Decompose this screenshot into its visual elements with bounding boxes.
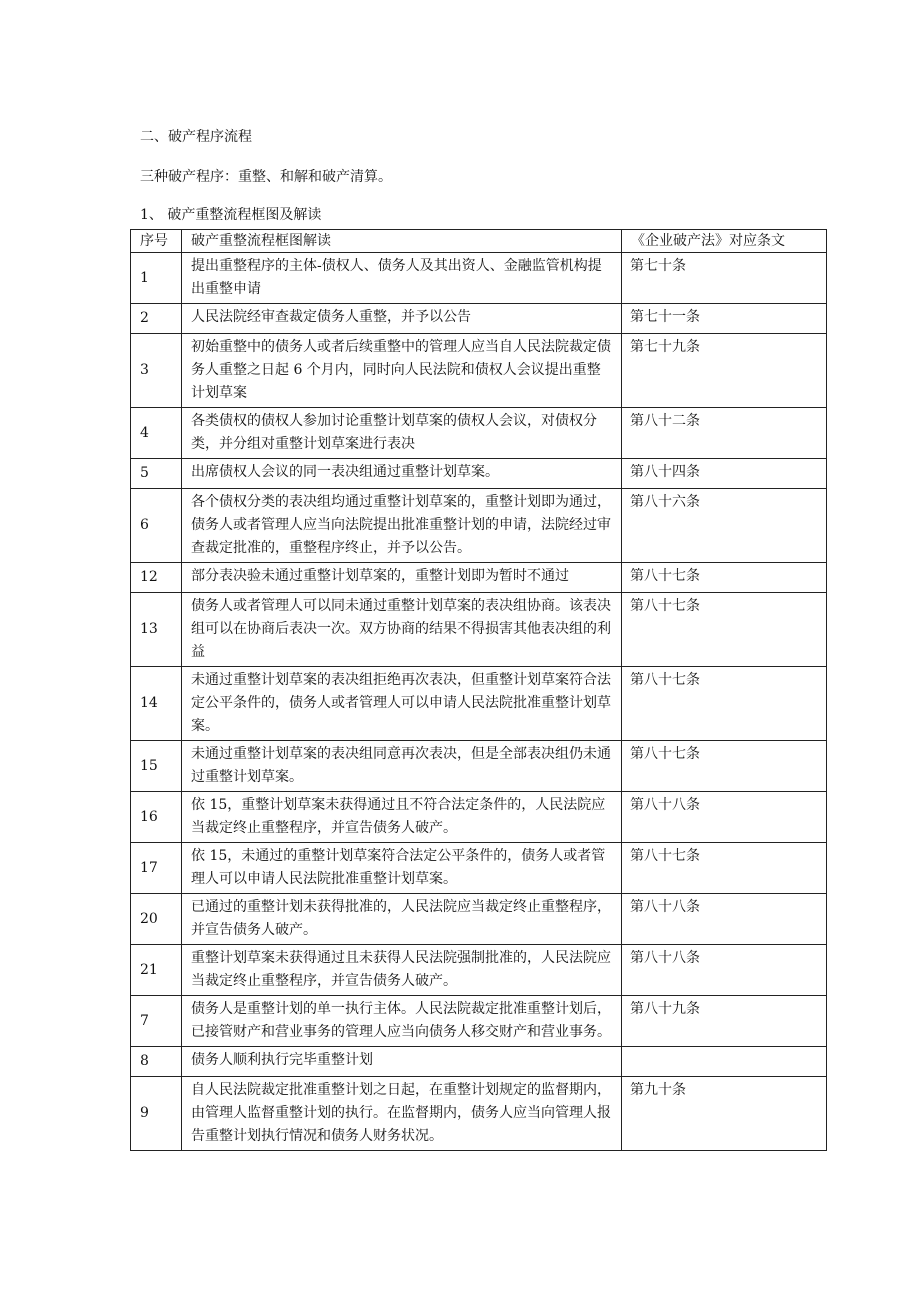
row-article: 第八十八条 bbox=[622, 945, 827, 996]
table-row bbox=[131, 792, 827, 843]
row-number: 8 bbox=[131, 1047, 182, 1077]
row-article: 第八十七条 bbox=[622, 563, 827, 593]
row-number: 16 bbox=[131, 792, 182, 843]
table-row bbox=[131, 945, 827, 996]
row-article: 第八十七条 bbox=[622, 843, 827, 894]
table-row bbox=[131, 843, 827, 894]
table-row bbox=[131, 1077, 827, 1151]
intro-paragraph: 三种破产程序：重整、和解和破产清算。 bbox=[140, 169, 392, 185]
table-row bbox=[131, 459, 827, 489]
row-description: 人民法院经审查裁定债务人重整，并予以公告 bbox=[182, 304, 622, 334]
row-description: 部分表决验未通过重整计划草案的，重整计划即为暂时不通过 bbox=[182, 563, 622, 593]
row-article: 第七十条 bbox=[622, 253, 827, 304]
row-number: 15 bbox=[131, 741, 182, 792]
row-article: 第八十七条 bbox=[622, 741, 827, 792]
row-article: 第八十八条 bbox=[622, 792, 827, 843]
row-description: 提出重整程序的主体-债权人、债务人及其出资人、金融监管机构提出重整申请 bbox=[182, 253, 622, 304]
table-row bbox=[131, 593, 827, 667]
table-row bbox=[131, 894, 827, 945]
row-article bbox=[622, 1047, 827, 1077]
row-description: 债务人是重整计划的单一执行主体。人民法院裁定批准重整计划后，已接管财产和营业事务的管理人应当向债务人移交财产和营业事务。 bbox=[182, 996, 622, 1047]
section-heading: 二、破产程序流程 bbox=[140, 129, 252, 145]
table-row bbox=[131, 667, 827, 741]
row-article: 第八十六条 bbox=[622, 489, 827, 563]
table-row bbox=[131, 304, 827, 334]
row-description: 债务人顺利执行完毕重整计划 bbox=[182, 1047, 622, 1077]
row-number: 1 bbox=[131, 253, 182, 304]
row-article: 第八十二条 bbox=[622, 408, 827, 459]
row-number: 21 bbox=[131, 945, 182, 996]
row-description: 重整计划草案未获得通过且未获得人民法院强制批准的，人民法院应当裁定终止重整程序，并宣告债务人破产。 bbox=[182, 945, 622, 996]
table-title: 1、 破产重整流程框图及解读 bbox=[140, 207, 322, 223]
row-number: 6 bbox=[131, 489, 182, 563]
row-number: 14 bbox=[131, 667, 182, 741]
row-number: 7 bbox=[131, 996, 182, 1047]
row-description: 依 15，重整计划草案未获得通过且不符合法定条件的，人民法院应当裁定终止重整程序，并宣告债务人破产。 bbox=[182, 792, 622, 843]
row-number: 17 bbox=[131, 843, 182, 894]
row-description: 未通过重整计划草案的表决组同意再次表决，但是全部表决组仍未通过重整计划草案。 bbox=[182, 741, 622, 792]
table-row bbox=[131, 334, 827, 408]
table-row bbox=[131, 563, 827, 593]
row-number: 5 bbox=[131, 459, 182, 489]
header-description: 破产重整流程框图解读 bbox=[182, 230, 622, 253]
row-number: 4 bbox=[131, 408, 182, 459]
row-article: 第八十四条 bbox=[622, 459, 827, 489]
row-number: 20 bbox=[131, 894, 182, 945]
header-article: 《企业破产法》对应条文 bbox=[622, 230, 827, 253]
row-description: 债务人或者管理人可以同未通过重整计划草案的表决组协商。该表决组可以在协商后表决一次。双方协商的结果不得损害其他表决组的利益 bbox=[182, 593, 622, 667]
row-article: 第七十一条 bbox=[622, 304, 827, 334]
row-number: 9 bbox=[131, 1077, 182, 1151]
row-description: 未通过重整计划草案的表决组拒绝再次表决，但重整计划草案符合法定公平条件的，债务人或者管理人可以申请人民法院批准重整计划草案。 bbox=[182, 667, 622, 741]
row-description: 出席债权人会议的同一表决组通过重整计划草案。 bbox=[182, 459, 622, 489]
row-number: 2 bbox=[131, 304, 182, 334]
row-article: 第八十七条 bbox=[622, 667, 827, 741]
row-description: 已通过的重整计划未获得批准的，人民法院应当裁定终止重整程序，并宣告债务人破产。 bbox=[182, 894, 622, 945]
table-row bbox=[131, 741, 827, 792]
row-description: 初始重整中的债务人或者后续重整中的管理人应当自人民法院裁定债务人重整之日起 6 个月内，同时向人民法院和债权人会议提出重整计划草案 bbox=[182, 334, 622, 408]
table-row bbox=[131, 253, 827, 304]
table-header-row bbox=[131, 230, 827, 253]
row-description: 各个债权分类的表决组均通过重整计划草案的，重整计划即为通过，债务人或者管理人应当向法院提出批准重整计划的申请，法院经过审查裁定批准的，重整程序终止，并予以公告。 bbox=[182, 489, 622, 563]
row-number: 12 bbox=[131, 563, 182, 593]
row-article: 第八十七条 bbox=[622, 593, 827, 667]
row-description: 依 15，未通过的重整计划草案符合法定公平条件的，债务人或者管理人可以申请人民法院批准重整计划草案。 bbox=[182, 843, 622, 894]
table-row bbox=[131, 408, 827, 459]
row-article: 第七十九条 bbox=[622, 334, 827, 408]
row-description: 自人民法院裁定批准重整计划之日起，在重整计划规定的监督期内，由管理人监督重整计划的执行。在监督期内，债务人应当向管理人报告重整计划执行情况和债务人财务状况。 bbox=[182, 1077, 622, 1151]
header-number: 序号 bbox=[131, 230, 182, 253]
table-row bbox=[131, 996, 827, 1047]
row-description: 各类债权的债权人参加讨论重整计划草案的债权人会议，对债权分类，并分组对重整计划草案进行表决 bbox=[182, 408, 622, 459]
reorganization-table bbox=[130, 229, 827, 1151]
table-row bbox=[131, 1047, 827, 1077]
table-row bbox=[131, 489, 827, 563]
row-article: 第九十条 bbox=[622, 1077, 827, 1151]
row-number: 3 bbox=[131, 334, 182, 408]
row-number: 13 bbox=[131, 593, 182, 667]
row-article: 第八十八条 bbox=[622, 894, 827, 945]
row-article: 第八十九条 bbox=[622, 996, 827, 1047]
